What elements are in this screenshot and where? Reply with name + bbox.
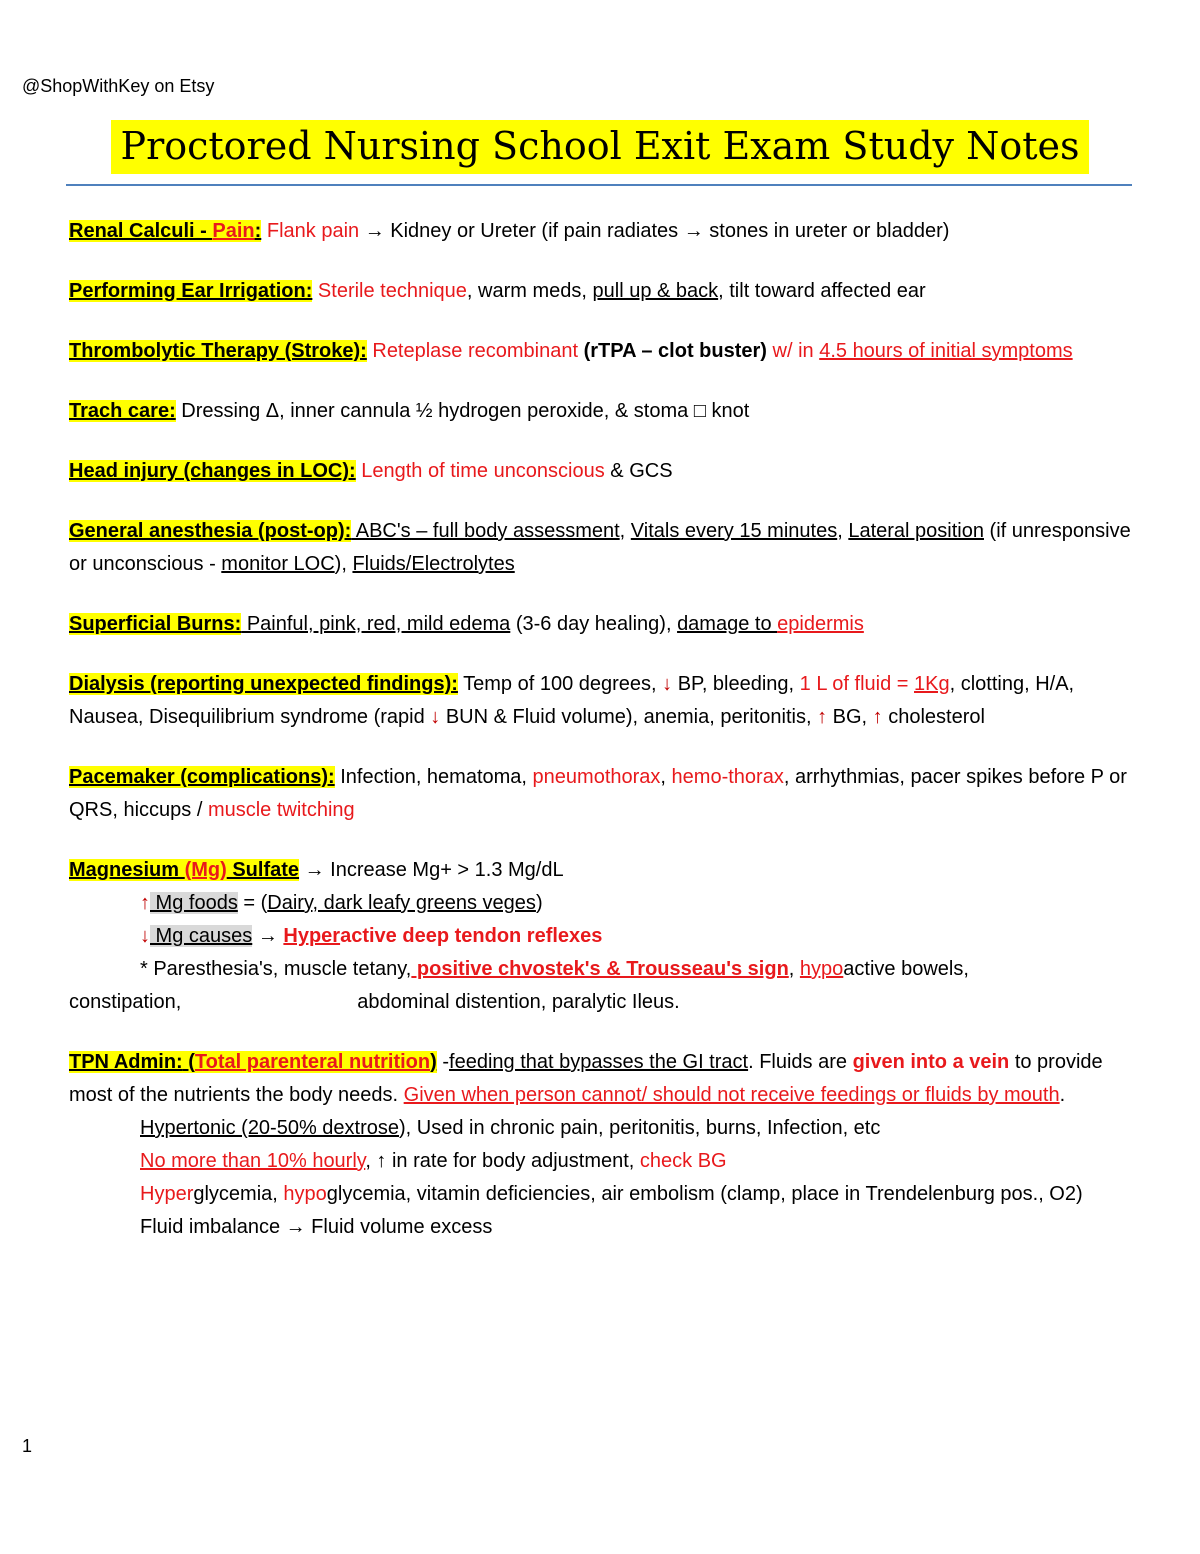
muscle-twitching: muscle twitching [207, 799, 355, 821]
tpn-text: glycemia, vitamin deficiencies, air embolism (clamp, place in Trendelenburg pos., O2) [326, 1183, 1083, 1205]
entry-superficial-burns [69, 608, 1135, 641]
magnesium-text: active bowels, [843, 958, 969, 980]
feeding-bypass: feeding that bypasses the GI tract [449, 1051, 749, 1073]
pneumothorax: pneumothorax [532, 766, 661, 788]
magnesium-text: abdominal distention, paralytic Ileus. [357, 991, 680, 1013]
paren-open: ( [182, 1051, 195, 1073]
entry-label-colon: : [254, 220, 262, 242]
abcs: ABC's – full body assessment [351, 520, 620, 542]
entry-label: Trach care: [69, 400, 176, 422]
entry-trach-care [69, 395, 1135, 428]
given-into-vein: given into a vein [852, 1051, 1010, 1073]
hemo-thorax: hemo-thorax [671, 766, 784, 788]
down-arrow-icon: ↓ [140, 925, 150, 947]
down-arrow-icon: ↓ [430, 706, 441, 728]
magnesium-line-foods [69, 887, 1135, 920]
no-more-than: No more than 10% hourly [140, 1150, 366, 1172]
magnesium-text: constipation, [69, 991, 182, 1013]
up-arrow-icon: ↑ [872, 706, 883, 728]
ear-text: , warm meds, [466, 280, 593, 302]
chvostek-sign: positive chvostek's & Trousseau's sign [411, 958, 789, 980]
burns-symptoms: Painful, pink, red, mild edema [241, 613, 511, 635]
entry-pacemaker [69, 761, 1135, 827]
entry-label: Renal Calculi - [69, 220, 213, 242]
monitor-loc: monitor LOC [221, 553, 335, 575]
magnesium-line-causes [69, 920, 1135, 953]
entry-general-anesthesia [69, 515, 1135, 581]
entry-label: Dialysis (reporting unexpected findings): [69, 673, 458, 695]
total-parenteral: Total parenteral nutrition [194, 1051, 431, 1073]
title-container [0, 120, 1200, 174]
entry-label: Head injury (changes in LOC): [69, 460, 356, 482]
pull-up-back: pull up & back [592, 280, 719, 302]
paren-close: ) [430, 1051, 437, 1073]
entry-label: Thrombolytic Therapy (Stroke): [69, 340, 367, 362]
rtpa: (rTPA – clot buster) [578, 340, 767, 362]
dialysis-text: Temp of 100 degrees, [457, 673, 663, 695]
reflexes: active deep tendon reflexes [340, 925, 603, 947]
down-arrow-icon: ↓ [662, 673, 673, 695]
entry-label: Magnesium [69, 859, 185, 881]
dialysis-text: BUN & Fluid volume), anemia, peritonitis, [440, 706, 818, 728]
page-number: 1 [22, 1436, 33, 1456]
tpn-text: . Fluids are [748, 1051, 853, 1073]
mg-foods: Mg foods [150, 892, 238, 914]
pacemaker-text: , arrhythmias, pacer spikes before P or QRS, hiccups / [69, 766, 1127, 821]
gcs: & GCS [604, 460, 673, 482]
anesthesia-text-2: ), [334, 553, 353, 575]
hyperglycemia-prefix: Hyper [140, 1183, 194, 1205]
entry-magnesium [69, 854, 1135, 1019]
notes-body [69, 215, 1135, 1271]
magnesium-text: = ( [237, 892, 268, 914]
up-arrow-icon: ↑ [140, 892, 150, 914]
tpn-paragraph [69, 1046, 1135, 1112]
mg-causes: Mg causes [150, 925, 253, 947]
tpn-text: ), Used in chronic pain, peritonitis, burns, Infection, etc [399, 1117, 881, 1139]
tpn-text: Fluid imbalance → Fluid volume excess [140, 1216, 493, 1238]
within: w/ in [766, 340, 820, 362]
sterile-technique: Sterile technique [312, 280, 467, 302]
magnesium-text: → Increase Mg+ > 1.3 Mg/dL [299, 859, 564, 881]
entry-label: Performing Ear Irrigation: [69, 280, 313, 302]
renal-text: → Kidney or Ureter (if pain radiates → stones in ureter or bladder) [359, 220, 950, 242]
tpn-text: , ↑ in rate for body adjustment, [365, 1150, 640, 1172]
entry-dialysis [69, 668, 1135, 734]
page-title: Proctored Nursing School Exit Exam Study Notes [111, 120, 1090, 174]
separator: , [619, 520, 631, 542]
tpn-text: to provide most of the nutrients the body needs. [69, 1051, 1103, 1106]
magnesium-text: * Paresthesia's, muscle tetany, [140, 958, 412, 980]
tpn-text: - [436, 1051, 450, 1073]
dialysis-text: cholesterol [882, 706, 985, 728]
entry-head-injury [69, 455, 1135, 488]
tpn-line-hypertonic [69, 1112, 1135, 1145]
dialysis-text: , clotting, H/A, Nausea, Disequilibrium syndrome (rapid [69, 673, 1075, 728]
entry-label: Pacemaker (complications): [69, 766, 335, 788]
magnesium-line-symptoms [69, 953, 1135, 986]
entry-label-mg: (Mg) [184, 859, 227, 881]
separator: , [788, 958, 800, 980]
damage-to: damage to [677, 613, 778, 635]
tpn-text: glycemia, [193, 1183, 284, 1205]
hypertonic: Hypertonic (20-50% dextrose [140, 1117, 400, 1139]
trach-text: Dressing Δ, inner cannula ½ hydrogen peroxide, & stoma □ knot [175, 400, 750, 422]
up-arrow-icon: ↑ [817, 706, 828, 728]
anesthesia-text: (if unresponsive or unconscious - [69, 520, 1131, 575]
burns-text: (3-6 day healing), [510, 613, 678, 635]
epidermis: epidermis [777, 613, 864, 635]
hours-of-initial-symptoms: 4.5 hours of initial symptoms [819, 340, 1073, 362]
one-kg: 1Kg [914, 673, 950, 695]
entry-tpn [69, 1046, 1135, 1244]
given-when: Given when person cannot/ should not receive feedings or fluids by mouth [403, 1084, 1060, 1106]
flank-pain: Flank pain [261, 220, 360, 242]
tpn-line-complications [69, 1178, 1135, 1211]
reteplase: Reteplase recombinant [366, 340, 579, 362]
tpn-text: . [1059, 1084, 1066, 1106]
ear-text-2: , tilt toward affected ear [718, 280, 926, 302]
hypoglycemia-prefix: hypo [283, 1183, 327, 1205]
magnesium-line-last [69, 986, 1135, 1019]
entry-renal-calculi [69, 215, 1135, 248]
title-rule [66, 184, 1132, 186]
entry-ear-irrigation [69, 275, 1135, 308]
separator: , [660, 766, 672, 788]
magnesium-line-1 [69, 854, 1135, 887]
dialysis-text: BG, [827, 706, 873, 728]
liter-of-fluid: 1 L of fluid = [799, 673, 915, 695]
entry-label: Superficial Burns: [69, 613, 242, 635]
hyper: Hyper [283, 925, 341, 947]
tpn-line-fluid [69, 1211, 1135, 1244]
entry-label-pain: Pain [212, 220, 255, 242]
magnesium-text: ) [535, 892, 543, 914]
fluids-electrolytes: Fluids/Electrolytes [352, 553, 515, 575]
lateral-position: Lateral position [848, 520, 984, 542]
dialysis-text: BP, bleeding, [672, 673, 800, 695]
entry-label: General anesthesia (post-op): [69, 520, 352, 542]
hypo: hypo [799, 958, 844, 980]
check-bg: check BG [639, 1150, 727, 1172]
separator: , [837, 520, 849, 542]
dairy-greens: Dairy, dark leafy greens veges [267, 892, 536, 914]
entry-thrombolytic [69, 335, 1135, 368]
entry-label: TPN Admin: [69, 1051, 183, 1073]
arrow: → [252, 925, 284, 947]
vitals: Vitals every 15 minutes [630, 520, 838, 542]
header-note: @ShopWithKey on Etsy [22, 76, 215, 96]
tpn-line-rate [69, 1145, 1135, 1178]
entry-label-sulfate: Sulfate [226, 859, 300, 881]
length-unconscious: Length of time unconscious [355, 460, 605, 482]
pacemaker-text: Infection, hematoma, [334, 766, 533, 788]
